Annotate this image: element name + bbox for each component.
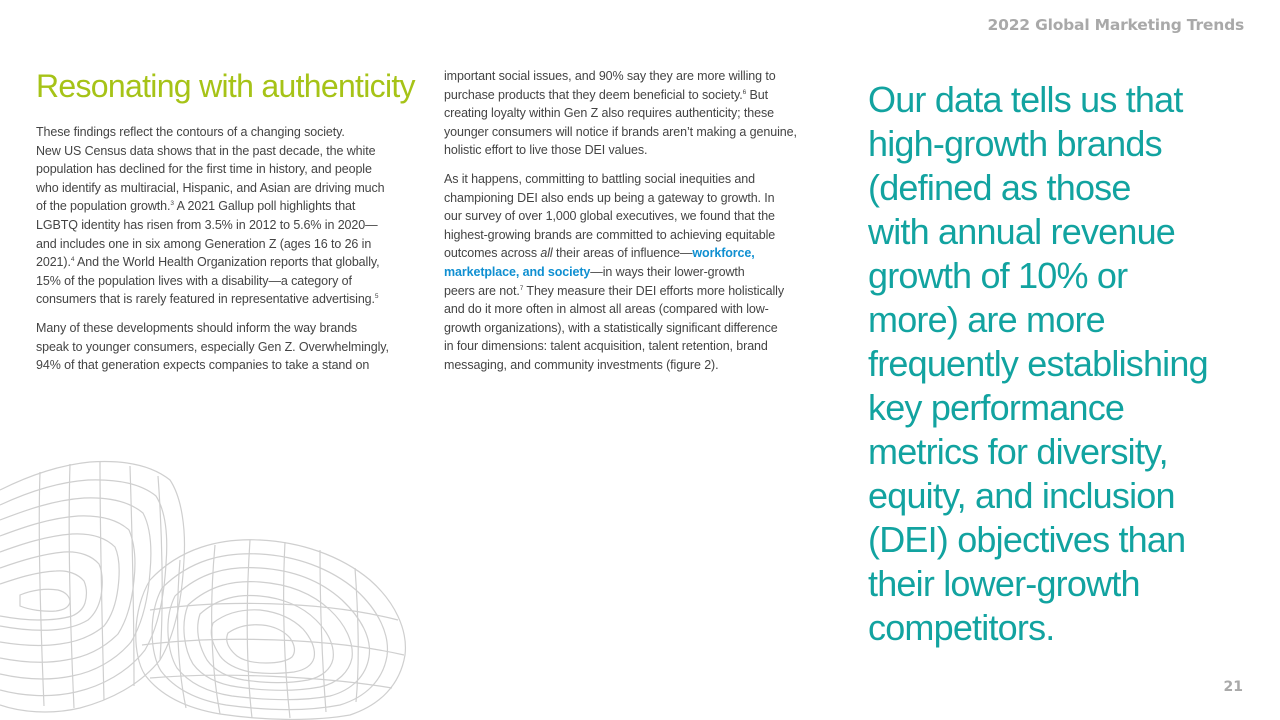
pull-quote-line: equity, and inclusion — [868, 475, 1175, 516]
page-number: 21 — [1223, 679, 1243, 695]
middle-paragraph-1: important social issues, and 90% say they are more willing to purchase products that they deem beneficial to society.$^6$ But creating loyalty within Gen Z also requires authenticity; these younger consumers will notice if brands aren’t making a genuine, holistic effort to live those DEI values. — [444, 69, 797, 158]
left-text-column — [36, 123, 428, 385]
pull-quote-line: with annual revenue — [868, 211, 1176, 252]
pull-quote-line: growth of 10% or — [868, 255, 1128, 296]
section-heading: Resonating with authenticity — [36, 68, 415, 104]
pull-quote-line: (DEI) objectives than — [868, 519, 1186, 560]
pull-quote-line: frequently establishing — [868, 343, 1208, 384]
footnote-ref-6: 6 — [742, 88, 747, 96]
pull-quote-line: (defined as those — [868, 167, 1131, 208]
pull-quote-line: Our data tells us that — [868, 79, 1183, 120]
pull-quote-line: more) are more — [868, 299, 1105, 340]
highlight-marketplace-society: marketplace, and society — [444, 264, 591, 279]
footnote-ref-3: 3 — [170, 200, 174, 208]
footnote-ref-5: 5 — [374, 293, 379, 301]
pull-quote-line: competitors. — [868, 607, 1055, 648]
pull-quote-line: key performance — [868, 387, 1125, 428]
pull-quote-line: their lower-growth — [868, 563, 1140, 604]
pull-quote-line: metrics for diversity, — [868, 431, 1168, 472]
footnote-ref-4: 4 — [70, 256, 75, 264]
emphasis-all: all — [540, 246, 553, 261]
pull-quote-line: high-growth brands — [868, 123, 1162, 164]
report-title: 2022 Global Marketing Trends — [987, 16, 1244, 34]
left-paragraph-1: These findings reflect the contours of a changing society. New US Census data shows that in the past decade, the white population has declined for the first time in history, and people who identify as multiracial, Hispanic, and Asian are driving much of the population growth.$^3$ A 2021 Gallup poll highlights that LGBTQ identity has risen from 3.5% in 2012 to 5.6% in 2020— and includes one in six among Generation Z (ages 16 to 26 in 2021).$^4$ And the World Health Organization reports that globally, 15% of the population lives with a disability—a category of consumers that is rarely featured in representative advertising.$^5$ — [36, 125, 385, 307]
highlight-workforce: workforce, — [692, 246, 755, 261]
footnote-ref-7: 7 — [519, 284, 524, 292]
middle-text-column — [444, 67, 840, 385]
middle-paragraph-2: As it happens, committing to battling social inequities and championing DEI also ends up being a gateway to growth. In our survey of over 1,000 global executives, we found that the highest-growing brands are committed to achieving equitable outcomes across all their areas of influence—workforce, marketplace, and society—in ways their lower-growth peers are not.$^7$ They measure their DEI efforts more holistically and do it more often in almost all areas (compared with low- growth organizations), with a statistically significant difference in four dimensions: talent acquisition, talent retention, brand messaging, and community investments (figure 2). — [444, 171, 784, 372]
left-paragraph-2: Many of these developments should inform the way brands speak to younger consumers, especially Gen Z. Overwhelmingly, 94% of that generation expects companies to take a stand on — [36, 320, 389, 373]
pull-quote — [868, 78, 1248, 650]
contour-rocks-illustration-icon — [0, 450, 420, 720]
